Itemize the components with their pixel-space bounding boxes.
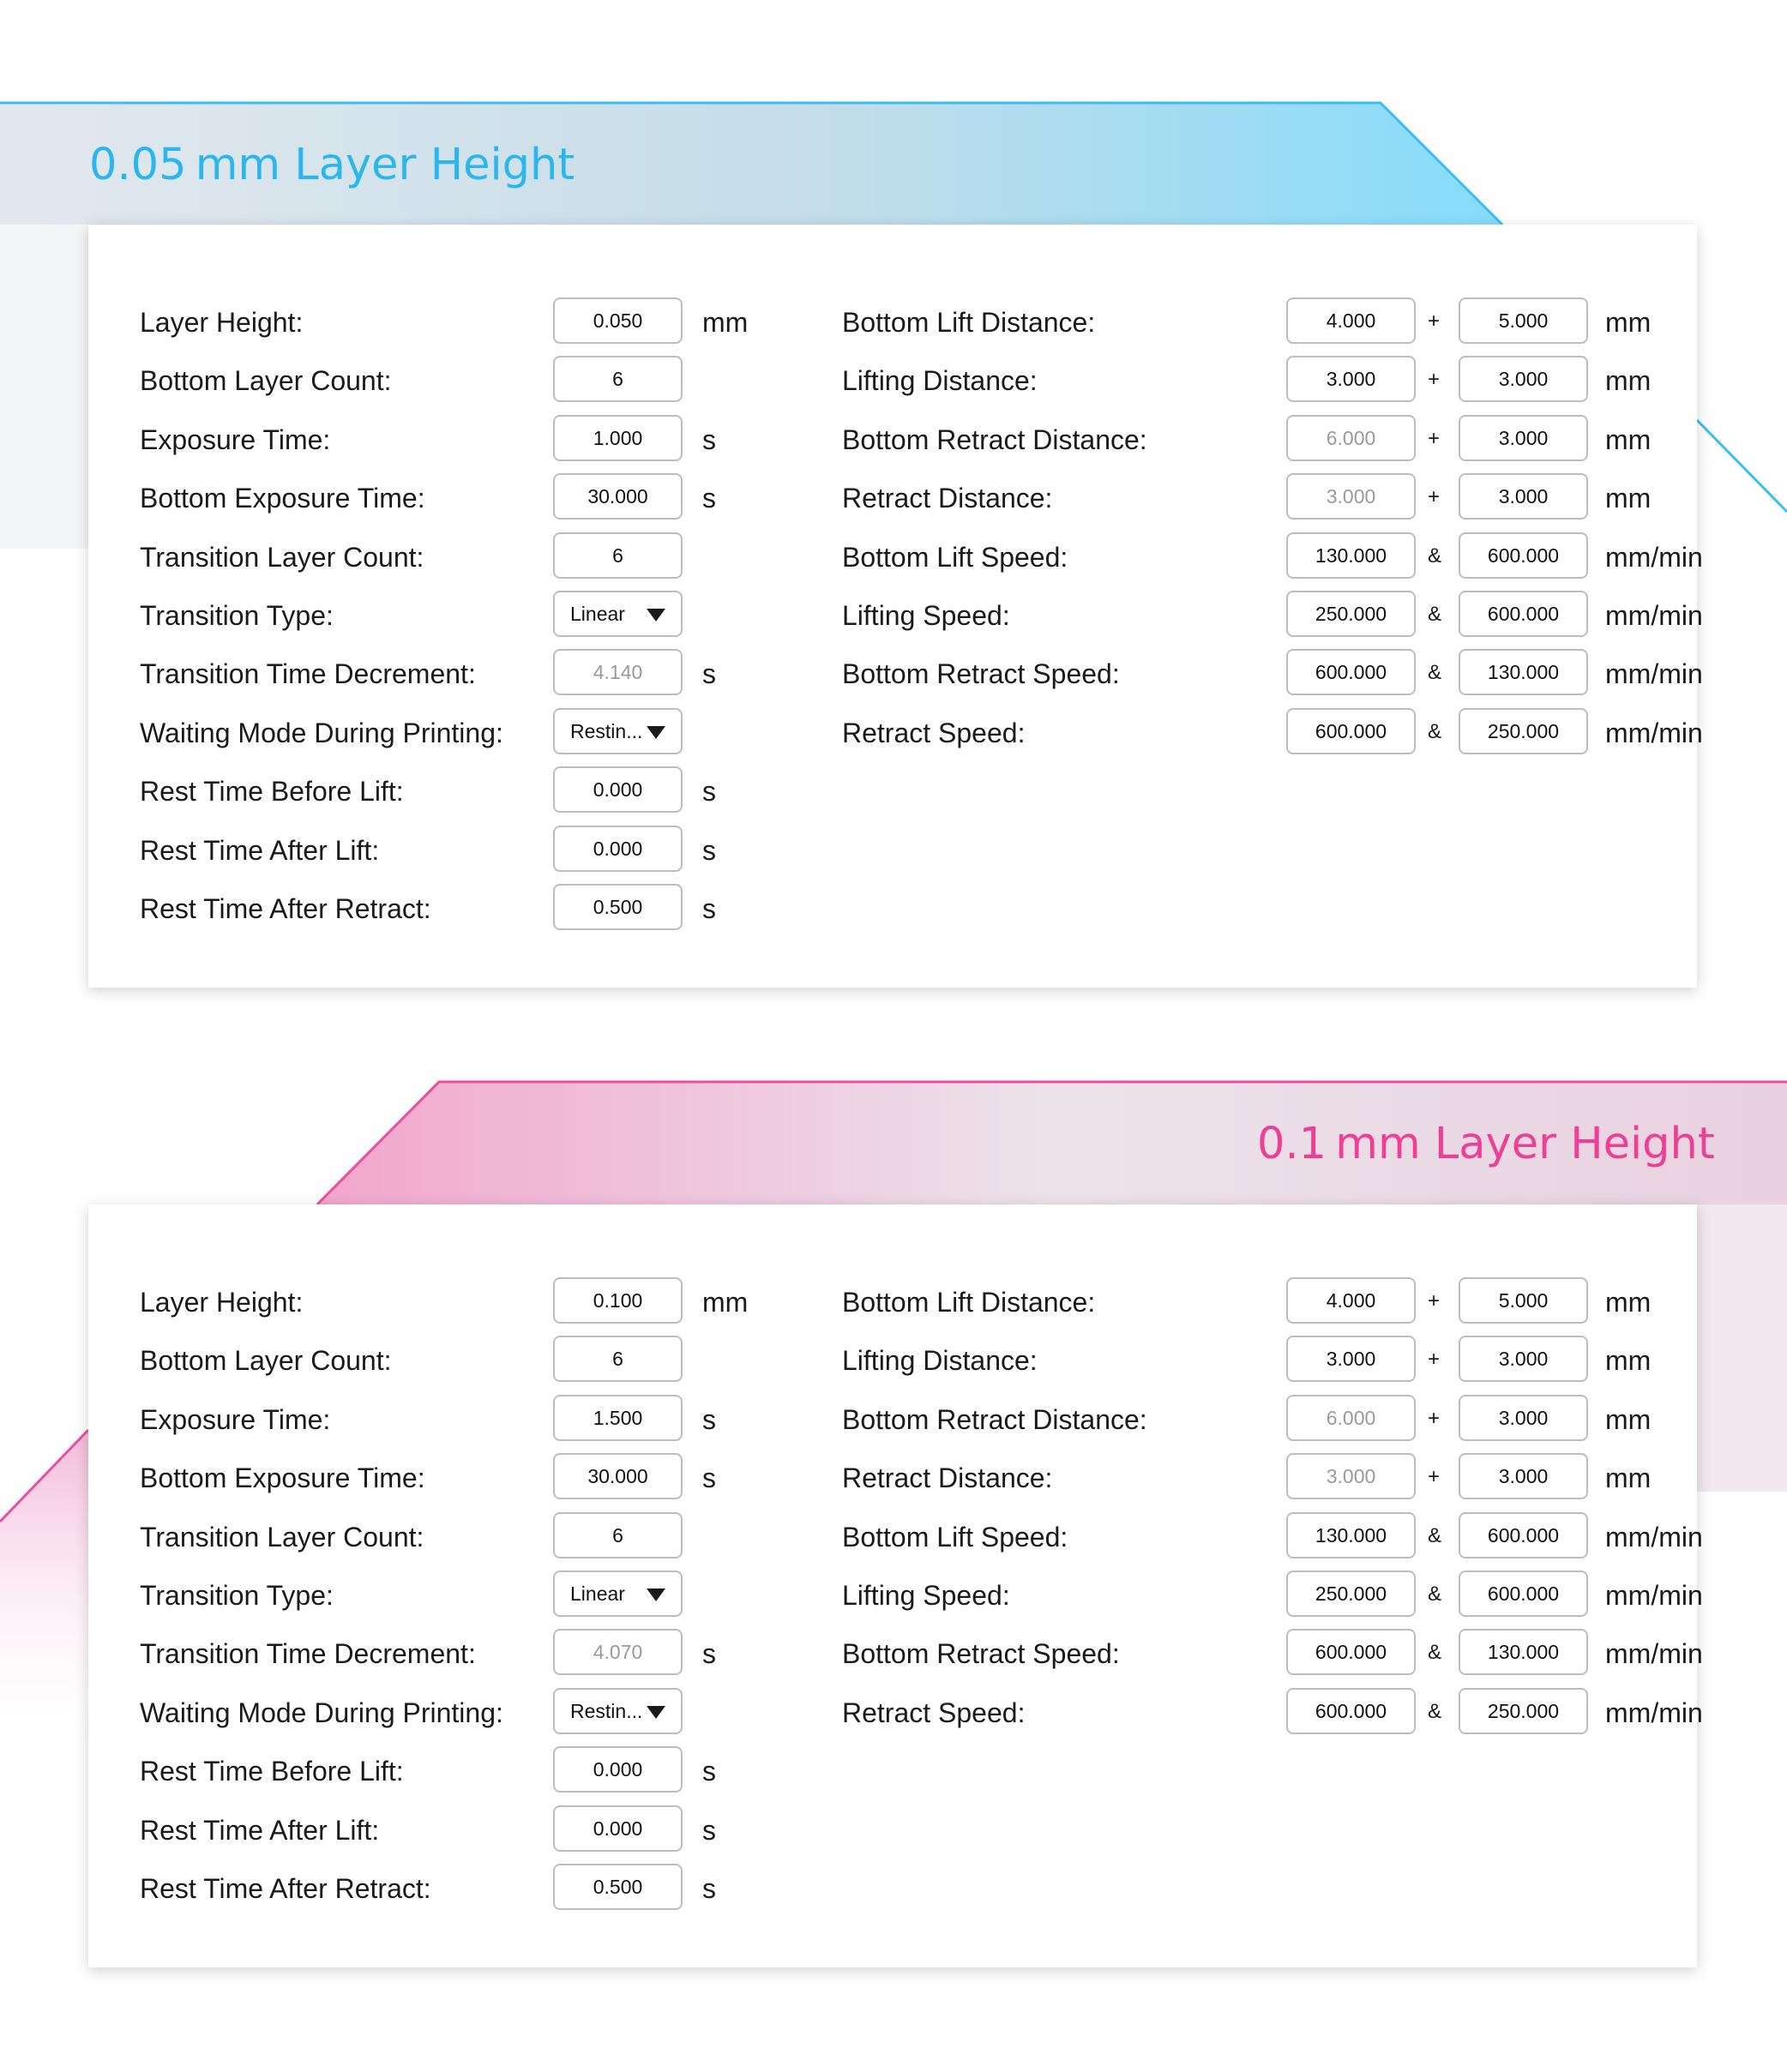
- settings-card-0.1mm: [88, 1204, 1703, 1967]
- bottom-lift-distance-first-input[interactable]: 4.000: [1286, 297, 1416, 344]
- lifting-speed-first-input[interactable]: 250.000: [1286, 1571, 1416, 1617]
- unit-label: mm/min: [1605, 599, 1703, 631]
- settings-card-0.05mm: [88, 225, 1703, 988]
- rest-time-after-lift-input[interactable]: 0.000: [553, 826, 683, 872]
- unit-label: mm/min: [1605, 1697, 1703, 1728]
- setting-label: Exposure Time:: [140, 423, 331, 455]
- unit-label: s: [702, 776, 716, 808]
- setting-label: Retract Speed:: [842, 1697, 1026, 1728]
- setting-label: Retract Distance:: [842, 483, 1053, 514]
- separator-symbol: +: [1428, 1348, 1441, 1372]
- setting-label: Bottom Exposure Time:: [140, 483, 425, 514]
- setting-label: Bottom Retract Speed:: [842, 658, 1120, 690]
- exposure-time-input[interactable]: 1.500: [553, 1395, 683, 1441]
- separator-symbol: &: [1428, 1699, 1442, 1723]
- unit-label: mm: [1605, 483, 1652, 514]
- waiting-mode-during-printing-dropdown[interactable]: [553, 708, 683, 754]
- bottom-retract-distance-first-input[interactable]: 6.000: [1286, 1395, 1416, 1441]
- unit-label: mm: [1605, 423, 1652, 455]
- transition-layer-count-input[interactable]: 6: [553, 1512, 683, 1559]
- setting-label: Bottom Retract Distance:: [842, 423, 1147, 455]
- bottom-retract-speed-first-input[interactable]: 600.000: [1286, 1629, 1416, 1675]
- lifting-distance-second-input[interactable]: 3.000: [1459, 1336, 1588, 1382]
- unit-label: mm/min: [1605, 1579, 1703, 1611]
- setting-label: Lifting Distance:: [842, 1345, 1038, 1377]
- bottom-lift-speed-first-input[interactable]: 130.000: [1286, 1512, 1416, 1559]
- setting-label: Transition Layer Count:: [140, 1521, 424, 1552]
- unit-label: s: [702, 1872, 716, 1904]
- bottom-retract-distance-second-input[interactable]: 3.000: [1459, 415, 1588, 461]
- setting-label: Layer Height:: [140, 1287, 304, 1318]
- unit-label: mm: [1605, 1403, 1652, 1435]
- setting-label: Layer Height:: [140, 307, 304, 338]
- dropdown-value: Linear: [570, 602, 625, 625]
- dropdown-value: Linear: [570, 1582, 625, 1605]
- separator-symbol: &: [1428, 1582, 1442, 1606]
- separator-symbol: &: [1428, 1641, 1442, 1665]
- setting-label: Bottom Exposure Time:: [140, 1462, 425, 1494]
- separator-symbol: +: [1428, 485, 1441, 509]
- unit-label: s: [702, 483, 716, 514]
- unit-label: mm/min: [1605, 1521, 1703, 1552]
- setting-label: Bottom Layer Count:: [140, 1345, 392, 1377]
- lifting-distance-first-input[interactable]: 3.000: [1286, 356, 1416, 402]
- layer-height-input[interactable]: 0.100: [553, 1277, 683, 1324]
- unit-label: mm: [1605, 1462, 1652, 1494]
- dropdown-arrow-icon: [647, 1589, 665, 1601]
- unit-label: s: [702, 1756, 716, 1787]
- setting-label: Retract Distance:: [842, 1462, 1053, 1494]
- setting-label: Bottom Retract Distance:: [842, 1403, 1147, 1435]
- separator-symbol: &: [1428, 602, 1442, 626]
- dropdown-arrow-icon: [647, 726, 665, 739]
- setting-label: Rest Time After Retract:: [140, 1872, 431, 1904]
- retract-distance-second-input[interactable]: 3.000: [1459, 1453, 1588, 1499]
- unit-label: s: [702, 1814, 716, 1846]
- bottom-retract-speed-second-input[interactable]: 130.000: [1459, 649, 1588, 695]
- setting-label: Lifting Speed:: [842, 1579, 1010, 1611]
- rest-time-after-retract-input[interactable]: 0.500: [553, 884, 683, 930]
- setting-label: Bottom Lift Distance:: [842, 1287, 1096, 1318]
- transition-time-decrement-input[interactable]: 4.070: [553, 1629, 683, 1675]
- bottom-retract-speed-second-input[interactable]: 130.000: [1459, 1629, 1588, 1675]
- separator-symbol: &: [1428, 719, 1442, 743]
- transition-type-dropdown[interactable]: [553, 1571, 683, 1617]
- bottom-lift-speed-first-input[interactable]: 130.000: [1286, 532, 1416, 579]
- separator-symbol: &: [1428, 544, 1442, 568]
- unit-label: mm/min: [1605, 658, 1703, 690]
- bottom-retract-speed-first-input[interactable]: 600.000: [1286, 649, 1416, 695]
- setting-label: Rest Time After Lift:: [140, 1814, 380, 1846]
- retract-distance-second-input[interactable]: 3.000: [1459, 473, 1588, 520]
- lifting-distance-second-input[interactable]: 3.000: [1459, 356, 1588, 402]
- separator-symbol: &: [1428, 1523, 1442, 1547]
- lifting-speed-first-input[interactable]: 250.000: [1286, 591, 1416, 637]
- unit-label: mm/min: [1605, 541, 1703, 573]
- setting-label: Rest Time After Retract:: [140, 892, 431, 924]
- setting-label: Bottom Lift Distance:: [842, 307, 1096, 338]
- bottom-layer-count-input[interactable]: 6: [553, 1336, 683, 1382]
- unit-label: s: [702, 658, 716, 690]
- separator-symbol: +: [1428, 426, 1441, 450]
- rest-time-after-retract-input[interactable]: 0.500: [553, 1864, 683, 1910]
- transition-time-decrement-input[interactable]: 4.140: [553, 649, 683, 695]
- bottom-layer-count-input[interactable]: 6: [553, 356, 683, 402]
- panel-title-0.05mm: 0.05 mm Layer Height: [89, 140, 575, 190]
- unit-label: s: [702, 892, 716, 924]
- setting-label: Waiting Mode During Printing:: [140, 1697, 503, 1728]
- setting-label: Lifting Speed:: [842, 599, 1010, 631]
- lifting-speed-second-input[interactable]: 600.000: [1459, 591, 1588, 637]
- bottom-exposure-time-input[interactable]: 30.000: [553, 473, 683, 520]
- unit-label: s: [702, 1462, 716, 1494]
- bottom-retract-distance-second-input[interactable]: 3.000: [1459, 1395, 1588, 1441]
- separator-symbol: +: [1428, 309, 1441, 333]
- setting-label: Transition Type:: [140, 1579, 334, 1611]
- setting-label: Transition Time Decrement:: [140, 658, 476, 690]
- unit-label: s: [702, 834, 716, 866]
- retract-distance-first-input[interactable]: 3.000: [1286, 1453, 1416, 1499]
- lifting-speed-second-input[interactable]: 600.000: [1459, 1571, 1588, 1617]
- bottom-lift-distance-second-input[interactable]: 5.000: [1459, 1277, 1588, 1324]
- bottom-lift-speed-second-input[interactable]: 600.000: [1459, 1512, 1588, 1559]
- setting-label: Rest Time Before Lift:: [140, 776, 404, 808]
- setting-label: Bottom Lift Speed:: [842, 1521, 1068, 1552]
- setting-label: Retract Speed:: [842, 717, 1026, 748]
- setting-label: Transition Layer Count:: [140, 541, 424, 573]
- retract-speed-first-input[interactable]: 600.000: [1286, 1688, 1416, 1734]
- unit-label: mm: [702, 1287, 749, 1318]
- setting-label: Transition Type:: [140, 599, 334, 631]
- rest-time-after-lift-input[interactable]: 0.000: [553, 1805, 683, 1852]
- setting-label: Bottom Layer Count:: [140, 365, 392, 397]
- setting-label: Rest Time After Lift:: [140, 834, 380, 866]
- rest-time-before-lift-input[interactable]: 0.000: [553, 766, 683, 813]
- setting-label: Rest Time Before Lift:: [140, 1756, 404, 1787]
- waiting-mode-during-printing-dropdown[interactable]: [553, 1688, 683, 1734]
- setting-label: Transition Time Decrement:: [140, 1638, 476, 1670]
- retract-speed-second-input[interactable]: 250.000: [1459, 708, 1588, 754]
- setting-label: Lifting Distance:: [842, 365, 1038, 397]
- bottom-exposure-time-input[interactable]: 30.000: [553, 1453, 683, 1499]
- unit-label: s: [702, 1403, 716, 1435]
- setting-label: Exposure Time:: [140, 1403, 331, 1435]
- bottom-lift-speed-second-input[interactable]: 600.000: [1459, 532, 1588, 579]
- retract-distance-first-input[interactable]: 3.000: [1286, 473, 1416, 520]
- retract-speed-second-input[interactable]: 250.000: [1459, 1688, 1588, 1734]
- setting-label: Bottom Lift Speed:: [842, 541, 1068, 573]
- separator-symbol: +: [1428, 1406, 1441, 1430]
- bottom-retract-distance-first-input[interactable]: 6.000: [1286, 415, 1416, 461]
- exposure-time-input[interactable]: 1.000: [553, 415, 683, 461]
- dropdown-arrow-icon: [647, 609, 665, 622]
- separator-symbol: +: [1428, 368, 1441, 392]
- bottom-lift-distance-second-input[interactable]: 5.000: [1459, 297, 1588, 344]
- transition-type-dropdown[interactable]: [553, 591, 683, 637]
- dropdown-value: Restin...: [570, 1699, 643, 1722]
- unit-label: s: [702, 1638, 716, 1670]
- bottom-lift-distance-first-input[interactable]: 4.000: [1286, 1277, 1416, 1324]
- unit-label: mm: [1605, 1345, 1652, 1377]
- dropdown-arrow-icon: [647, 1706, 665, 1719]
- separator-symbol: +: [1428, 1289, 1441, 1312]
- setting-label: Bottom Retract Speed:: [842, 1638, 1120, 1670]
- unit-label: mm: [1605, 307, 1652, 338]
- dropdown-value: Restin...: [570, 719, 643, 742]
- separator-symbol: &: [1428, 661, 1442, 685]
- layer-height-input[interactable]: 0.050: [553, 297, 683, 344]
- rest-time-before-lift-input[interactable]: 0.000: [553, 1746, 683, 1793]
- separator-symbol: +: [1428, 1465, 1441, 1489]
- retract-speed-first-input[interactable]: 600.000: [1286, 708, 1416, 754]
- unit-label: s: [702, 423, 716, 455]
- unit-label: mm: [702, 307, 749, 338]
- lifting-distance-first-input[interactable]: 3.000: [1286, 1336, 1416, 1382]
- transition-layer-count-input[interactable]: 6: [553, 532, 683, 579]
- unit-label: mm: [1605, 1287, 1652, 1318]
- unit-label: mm: [1605, 365, 1652, 397]
- panel-title-0.1mm: 0.1 mm Layer Height: [1257, 1119, 1715, 1169]
- unit-label: mm/min: [1605, 1638, 1703, 1670]
- unit-label: mm/min: [1605, 717, 1703, 748]
- setting-label: Waiting Mode During Printing:: [140, 717, 503, 748]
